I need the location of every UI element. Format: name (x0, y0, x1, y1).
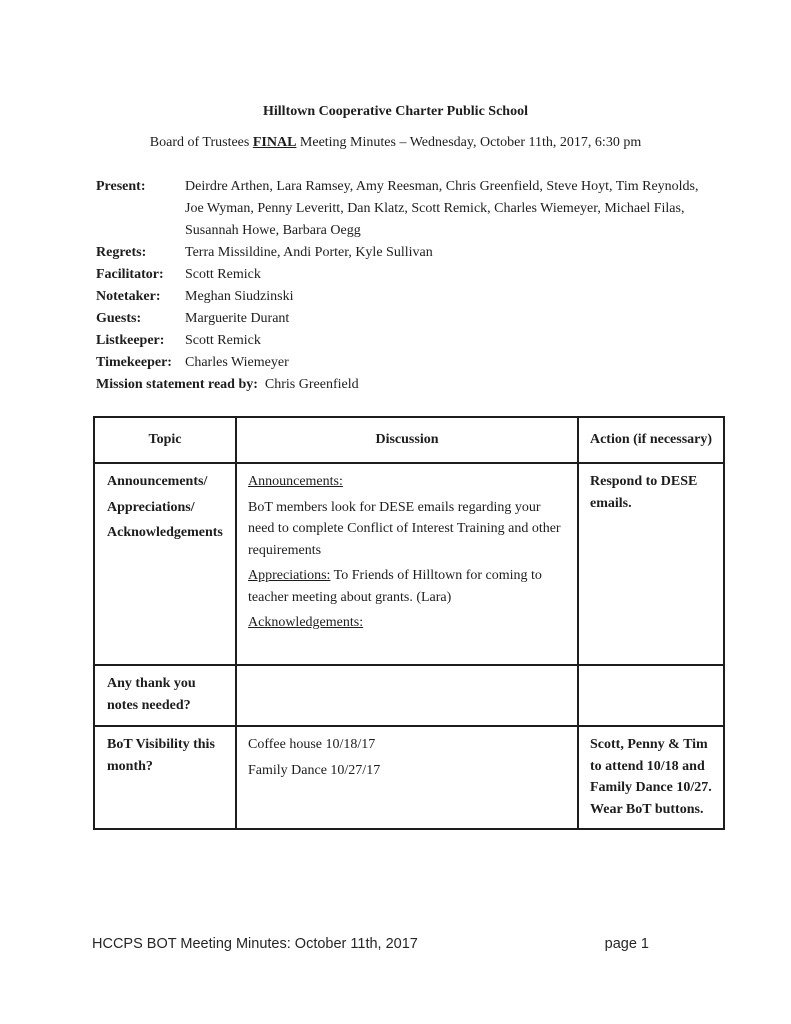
roster-row-present (96, 176, 723, 242)
roster-label-regrets: Regrets: (96, 245, 147, 260)
roster-row-notetaker (96, 286, 723, 308)
topic-text: Any thank you notes needed? (107, 676, 196, 713)
roster-value-notetaker: Meghan Siudzinski (185, 289, 294, 304)
subtitle-prefix: Board of Trustees (149, 135, 253, 150)
discussion-line-coffee-house: Coffee house 10/18/17 (248, 737, 376, 752)
roster-label-facilitator: Facilitator: (96, 267, 164, 282)
roster-row-listkeeper (96, 330, 723, 352)
roster-value-facilitator: Scott Remick (185, 267, 261, 282)
roster-value-listkeeper: Scott Remick (185, 333, 261, 348)
discussion-paragraph-appreciations (248, 565, 566, 608)
topic-line: Announcements/ (107, 474, 208, 489)
action-text: Scott, Penny & Tim to attend 10/18 and Family Dance 10/27. Wear BoT buttons. (590, 737, 712, 817)
appreciations-text: To Friends of Hilltown for coming to teacher meeting about grants. (Lara) (248, 568, 542, 605)
present-line-1: Deirdre Arthen, Lara Ramsey, Amy Reesman, Chris Greenfield, Steve Hoyt, Tim Reynolds, (185, 179, 699, 194)
discussion-heading-appreciations: Appreciations: (248, 568, 331, 583)
topic-cell-announcements (94, 463, 236, 665)
table-row-bot-visibility (94, 726, 724, 829)
table-row-thank-you-notes (94, 665, 724, 726)
footer-document-label: HCCPS BOT Meeting Minutes: October 11th, 2017 (92, 936, 418, 952)
roster-row-mission-statement (96, 374, 723, 396)
document-header (0, 0, 791, 151)
discussion-heading-acknowledgements: Acknowledgements: (248, 615, 364, 630)
roster-value-guests: Marguerite Durant (185, 311, 290, 326)
minutes-table (93, 416, 725, 830)
roster-label-timekeeper: Timekeeper: (96, 355, 172, 370)
roster-value-timekeeper: Charles Wiemeyer (185, 355, 289, 370)
table-header-row (94, 417, 724, 463)
column-header-discussion: Discussion (236, 417, 578, 463)
action-cell-thank-you (578, 665, 724, 726)
roster-row-regrets (96, 242, 723, 264)
page-footer (92, 935, 649, 953)
roster-label-present: Present: (96, 179, 146, 194)
topic-line: Appreciations/ (107, 499, 195, 515)
discussion-line-family-dance: Family Dance 10/27/17 (248, 762, 381, 778)
roster-row-facilitator (96, 264, 723, 286)
topic-text: BoT Visibility this month? (107, 737, 215, 774)
roster-label-listkeeper: Listkeeper: (96, 333, 165, 348)
table-row-announcements (94, 463, 724, 665)
present-line-3: Susannah Howe, Barbara Oegg (185, 223, 361, 238)
roster-value-present (185, 176, 723, 242)
column-header-action: Action (if necessary) (578, 417, 724, 463)
discussion-cell-visibility (236, 726, 578, 829)
page-title: Hilltown Cooperative Charter Public School (263, 104, 528, 119)
roster-label-mission-statement: Mission statement read by: (96, 377, 258, 392)
footer-page-number: page 1 (604, 936, 649, 952)
topic-line: Acknowledgements (107, 525, 223, 540)
roster-label-guests: Guests: (96, 311, 142, 326)
attendance-roster (96, 176, 723, 396)
document-subtitle (0, 134, 791, 151)
column-header-topic: Topic (94, 417, 236, 463)
topic-cell-thank-you (94, 665, 236, 726)
topic-cell-visibility (94, 726, 236, 829)
discussion-paragraph-dese: BoT members look for DESE emails regarding your need to complete Conflict of Interest Training and other requirements (248, 499, 561, 558)
action-text: Respond to DESE emails. (590, 474, 698, 511)
roster-value-mission-statement: Chris Greenfield (264, 377, 359, 392)
present-line-2: Joe Wyman, Penny Leveritt, Dan Klatz, Scott Remick, Charles Wiemeyer, Michael Filas, (185, 201, 685, 216)
action-cell-visibility (578, 726, 724, 829)
roster-row-timekeeper (96, 352, 723, 374)
action-cell-announcements (578, 463, 724, 665)
roster-row-guests (96, 308, 723, 330)
roster-value-regrets: Terra Missildine, Andi Porter, Kyle Sullivan (185, 245, 433, 260)
subtitle-final-emphasis: FINAL (252, 135, 297, 150)
discussion-cell-announcements (236, 463, 578, 665)
discussion-cell-thank-you (236, 665, 578, 726)
discussion-heading-announcements: Announcements: (248, 474, 343, 489)
subtitle-suffix: Meeting Minutes – Wednesday, October 11th, 2017, 6:30 pm (296, 135, 642, 150)
roster-label-notetaker: Notetaker: (96, 289, 161, 304)
